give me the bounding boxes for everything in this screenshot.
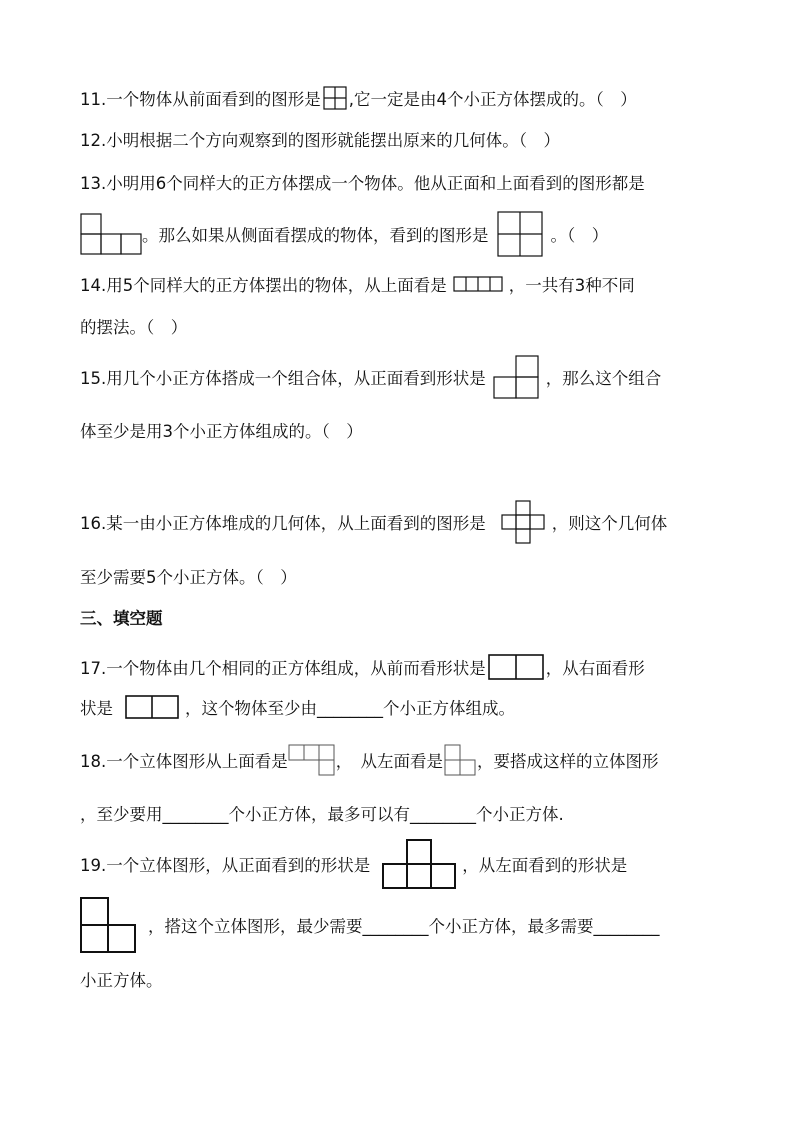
section-heading	[80, 605, 740, 629]
question-19-line3	[80, 967, 740, 991]
q14-text-b: ，一共有3种不同	[508, 276, 635, 295]
two-by-two-grid-icon	[323, 86, 347, 110]
question-16	[80, 500, 740, 544]
q17-text-c: 状是	[80, 699, 113, 718]
q19-text-b: ，从左面看到的形状是	[462, 856, 628, 875]
q15-text-c: 体至少是用3个小正方体组成的。（ ）	[80, 422, 363, 441]
question-15-line2	[80, 418, 740, 442]
question-17-line2	[80, 695, 740, 719]
top-view-icon	[288, 743, 336, 777]
question-13-line2	[80, 211, 740, 257]
question-19-line2	[80, 897, 740, 953]
two-base-one-top-right-icon	[492, 354, 540, 400]
q13-text-c: 。（ ）	[550, 226, 609, 245]
question-18	[80, 742, 740, 778]
question-14	[80, 272, 740, 296]
question-15	[80, 354, 740, 400]
left-view-icon	[443, 742, 477, 778]
q16-text-b: ，则这个几何体	[551, 514, 668, 533]
front-view-icon	[382, 838, 456, 890]
q13-text-b: 。那么如果从侧面看摆成的物体，看到的图形是	[142, 226, 489, 245]
cross-shape-icon	[500, 500, 546, 544]
two-squares-row-icon	[488, 654, 544, 680]
q14-text-a: 14.用5个同样大的正方体摆出的物体，从上面看是	[80, 276, 447, 295]
l-shape-three-base-icon	[80, 211, 142, 257]
q18-text-a: 18.一个立体图形从上面看是	[80, 752, 288, 771]
question-13	[80, 170, 740, 194]
q16-text-c: 至少需要5个小正方体。（ ）	[80, 568, 297, 587]
left-l-view-icon	[80, 897, 136, 953]
question-18-line2	[80, 801, 740, 825]
q19-text-a: 19.一个立体图形，从正面看到的形状是	[80, 856, 371, 875]
q17-text-b: ，从右面看形	[545, 659, 645, 678]
two-by-two-grid-icon	[497, 211, 543, 257]
q11-text-b: ,它一定是由4个小正方体摆成的。（ ）	[348, 90, 637, 109]
question-12	[80, 127, 740, 151]
q18-text-b: ， 从左面看是	[335, 752, 443, 771]
q18-text-d: ，至少要用________个小正方体，最多可以有________个小正方体.	[80, 805, 564, 824]
q19-text-d: 小正方体。	[80, 971, 163, 990]
section-3-title: 三、填空题	[80, 609, 163, 628]
q15-text-a: 15.用几个小正方体搭成一个组合体，从正面看到形状是	[80, 369, 486, 388]
q13-text-a: 13.小明用6个同样大的正方体摆成一个物体。他从正面和上面看到的图形都是	[80, 174, 645, 193]
q11-text-a: 11.一个物体从前面看到的图形是	[80, 90, 321, 109]
question-14-line2	[80, 314, 740, 338]
question-11	[80, 86, 740, 110]
q15-text-b: ，那么这个组合	[545, 369, 662, 388]
row-of-four-squares-icon	[453, 276, 503, 292]
q17-text-d: ，这个物体至少由________个小正方体组成。	[185, 699, 515, 718]
q19-text-c: ，搭这个立体图形，最少需要________个小正方体，最多需要________	[148, 917, 660, 936]
two-squares-row-icon	[125, 695, 179, 719]
question-16-line2	[80, 564, 740, 588]
q14-text-c: 的摆法。（ ）	[80, 318, 188, 337]
question-19	[80, 838, 740, 890]
q16-text-a: 16.某一由小正方体堆成的几何体，从上面看到的图形是	[80, 514, 486, 533]
q18-text-c: ，要搭成这样的立体图形	[477, 752, 659, 771]
q12-text-a: 12.小明根据二个方向观察到的图形就能摆出原来的几何体。（ ）	[80, 131, 560, 150]
question-17	[80, 654, 740, 680]
q17-text-a: 17.一个物体由几个相同的正方体组成，从前而看形状是	[80, 659, 486, 678]
